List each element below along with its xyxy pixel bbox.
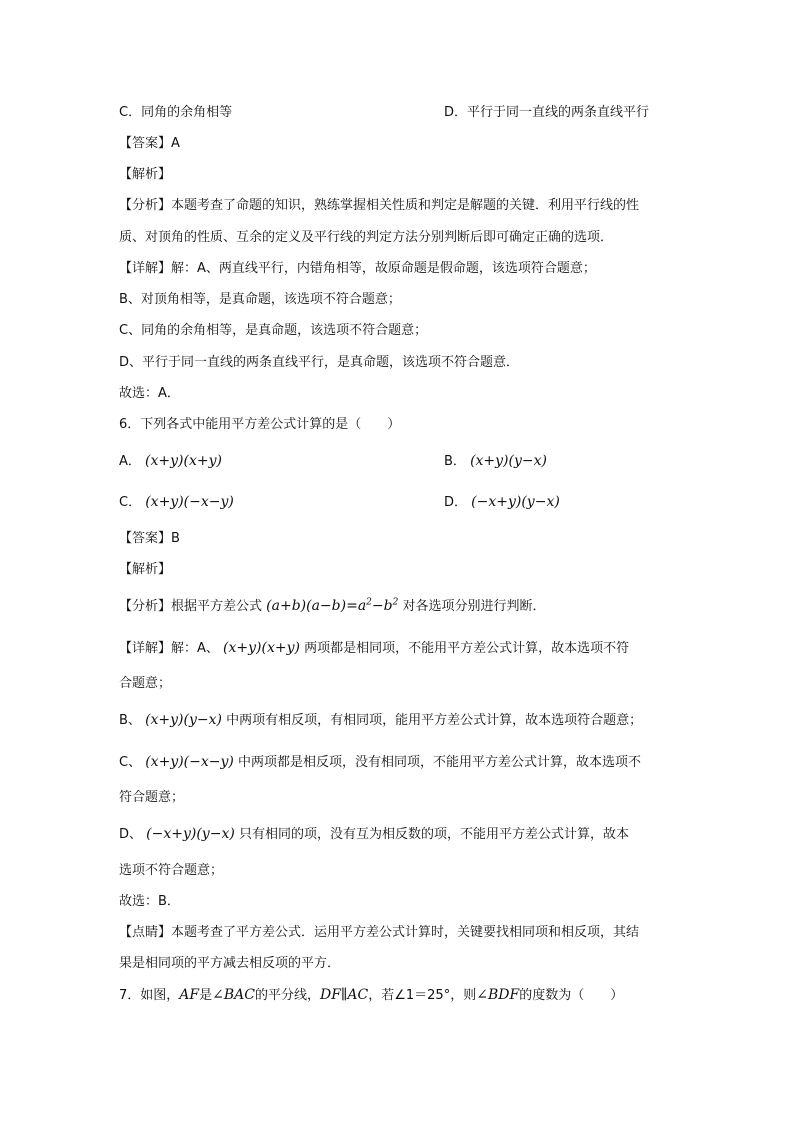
q6-answer: 【答案】B — [119, 531, 180, 546]
q6-detail-c-expr: (x+y)(−x−y) — [145, 754, 234, 770]
q6-option-c-expr: (x+y)(−x−y) — [145, 494, 234, 510]
q6-option-d — [444, 493, 560, 512]
q7-df-ac: DF∥AC — [319, 987, 369, 1003]
prev-answer: 【答案】A — [119, 136, 180, 151]
q7-angle-bdf: ∠BDF — [476, 987, 520, 1003]
q6-option-b — [444, 452, 547, 471]
q6-dianjing-line-2: 果是相同项的平方减去相反项的平方． — [119, 956, 341, 971]
prev-analysis-heading: 【解析】 — [119, 167, 172, 182]
q6-option-d-expr: (−x+y)(y−x) — [471, 494, 560, 510]
q6-detail-a-prefix: 【详解】解：A、 — [119, 641, 219, 656]
q6-detail-d-suffix: 只有相同的项，没有互为相反数的项，不能用平方差公式计算，故本 — [238, 827, 629, 842]
q6-detail-a-cont: 合题意； — [119, 676, 172, 691]
q6-formula — [266, 598, 398, 614]
q6-option-b-label: B． — [444, 454, 466, 469]
q6-formula-lhs: (a+b)(a−b)=a — [266, 598, 367, 614]
q6-conclusion: 故选：B． — [119, 894, 180, 909]
q7-t1: 是 — [199, 988, 213, 1003]
prev-fenxi-line-1: 【分析】本题考查了命题的知识，熟练掌握相关性质和判定是解题的关键．利用平行线的性 — [119, 198, 640, 213]
q6-detail-b-suffix: 中两项有相反项，有相同项，能用平方差公式计算，故本选项符合题意； — [226, 713, 643, 728]
prev-conclusion: 故选：A． — [119, 386, 180, 401]
prev-fenxi-line-2: 质、对顶角的性质、互余的定义及平行线的判定方法分别判断后即可确定正确的选项． — [119, 230, 614, 245]
q6-detail-b-expr: (x+y)(y−x) — [145, 712, 222, 728]
q7-t3: ，若 — [368, 988, 395, 1003]
q6-detail-c-suffix: 中两项都是相反项，没有相同项，不能用平方差公式计算，故本选项不 — [238, 755, 642, 770]
q6-detail-d — [119, 825, 629, 844]
q6-option-a — [119, 452, 222, 471]
q6-option-a-expr: (x+y)(x+y) — [145, 453, 222, 469]
q7-angle-bac: ∠BAC — [212, 987, 255, 1003]
q7-angle1: ∠1＝25° — [394, 988, 451, 1003]
q6-detail-a-suffix: 两项都是相同项，不能用平方差公式计算，故本选项不符 — [304, 641, 630, 656]
q6-fenxi-suffix: 对各选项分别进行判断． — [402, 599, 546, 614]
prev-detail-line-1: 【详解】解：A、两直线平行，内错角相等，故原命题是假命题，该选项符合题意； — [119, 261, 596, 276]
q7-num: 7．如图， — [119, 988, 180, 1003]
q6-option-c-label: C． — [119, 495, 142, 510]
prev-detail-line-3: C、同角的余角相等，是真命题，该选项不符合题意； — [119, 323, 428, 338]
q6-formula-sup-a: 2 — [366, 597, 372, 608]
q6-fenxi — [119, 597, 546, 616]
prev-detail-line-2: B、对顶角相等，是真命题，该选项不符合题意； — [119, 292, 401, 307]
q6-detail-a — [119, 639, 629, 658]
q6-formula-sup-b: 2 — [392, 597, 399, 608]
q7-t4: ，则 — [450, 988, 477, 1003]
q6-stem: 6．下列各式中能用平方差公式计算的是（ ） — [119, 417, 401, 432]
q7-t5: 的度数为（ ） — [519, 988, 624, 1003]
q6-detail-b — [119, 711, 642, 730]
q6-option-b-expr: (x+y)(y−x) — [470, 453, 547, 469]
q6-detail-c-prefix: C、 — [119, 755, 142, 770]
q6-detail-c-cont: 符合题意； — [119, 790, 185, 805]
q6-option-c — [119, 493, 234, 512]
q6-option-a-label: A． — [119, 454, 141, 469]
q6-formula-mid: −b — [371, 598, 393, 614]
prev-option-c: C．同角的余角相等 — [119, 105, 233, 120]
q6-option-d-label: D． — [444, 495, 468, 510]
q6-analysis-heading: 【解析】 — [119, 562, 172, 577]
q6-detail-b-prefix: B、 — [119, 713, 141, 728]
prev-option-d: D．平行于同一直线的两条直线平行 — [444, 105, 650, 120]
q6-detail-d-expr: (−x+y)(y−x) — [146, 826, 235, 842]
q7-stem — [119, 986, 623, 1005]
q6-detail-a-expr: (x+y)(x+y) — [223, 640, 300, 656]
q6-dianjing-line-1: 【点睛】本题考查了平方差公式．运用平方差公式计算时，关键要找相同项和相反项，其结 — [119, 925, 640, 940]
q6-fenxi-prefix: 【分析】根据平方差公式 — [119, 599, 263, 614]
q6-detail-d-prefix: D、 — [119, 827, 143, 842]
q7-af: AF — [179, 987, 200, 1003]
q6-detail-c — [119, 753, 641, 772]
q6-detail-d-cont: 选项不符合题意； — [119, 863, 224, 878]
prev-detail-line-4: D、平行于同一直线的两条直线平行，是真命题，该选项不符合题意． — [119, 355, 520, 370]
q7-t2: 的平分线， — [254, 988, 320, 1003]
